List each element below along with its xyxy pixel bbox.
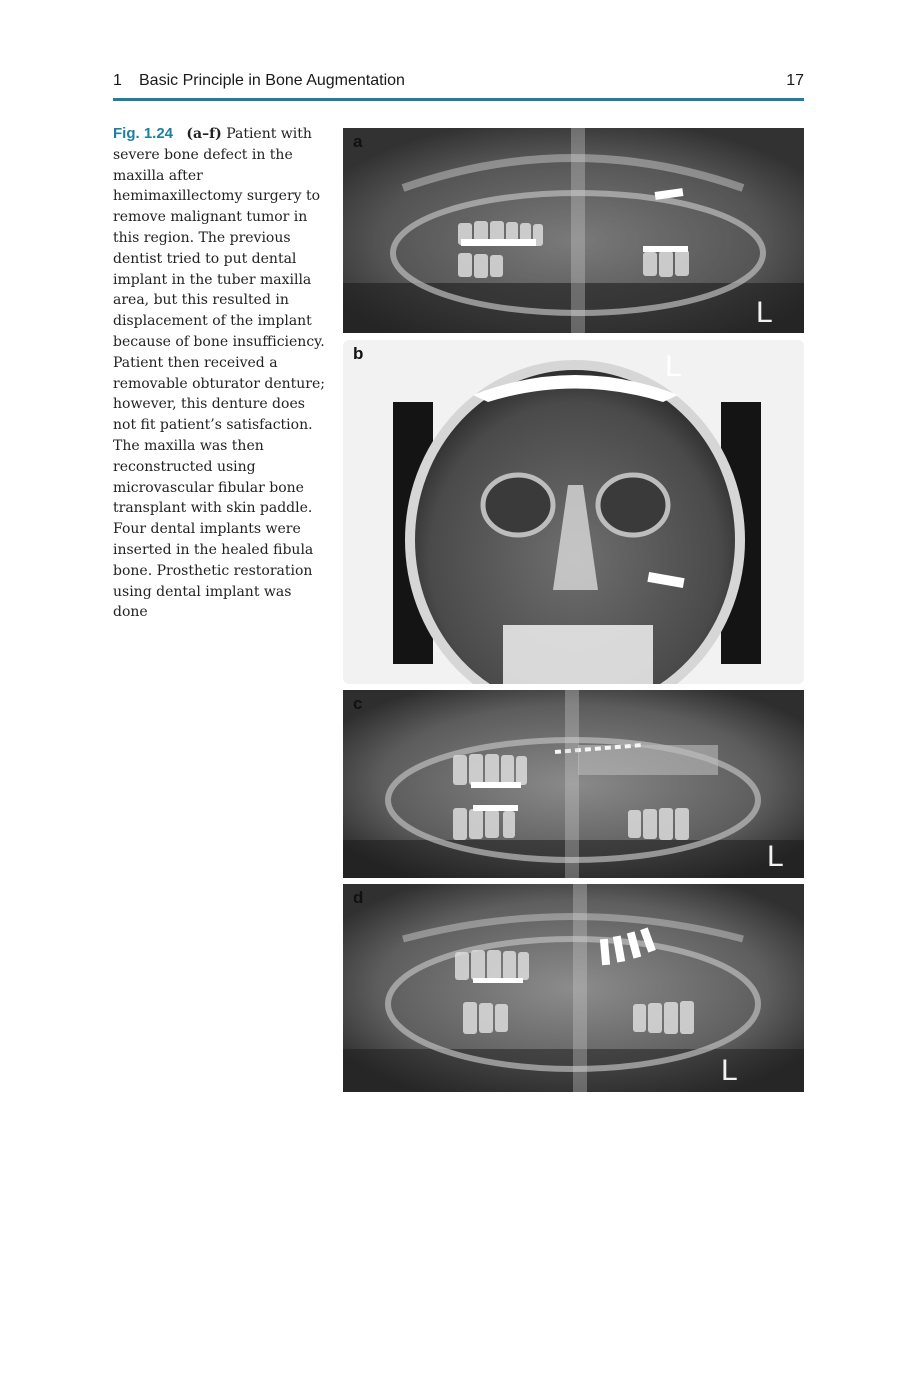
figure-caption xyxy=(113,124,325,623)
xray-panel-a xyxy=(343,128,804,333)
caption-text: Patient with severe bone defect in the maxilla after hemimaxillectomy surgery to remove malignant tumor in this region. The previous dentist tried to put dental implant in the tuber maxilla area, but this resulted in displacement of the implant because of bone insufficiency. Patient then received a removable obturator denture; however, this denture does not fit patient’s satisfaction. The maxilla was then reconstructed using microvascular fibular bone transplant with skin paddle. Four dental implants were inserted in the healed fibula bone. Prosthetic restoration using dental implant was done xyxy=(113,126,325,621)
panel-label-d: d xyxy=(353,888,364,907)
running-header xyxy=(113,72,804,94)
panel-label-c: c xyxy=(353,694,363,713)
xray-panel-b xyxy=(343,340,804,684)
page-number: 17 xyxy=(786,72,804,89)
panoramic-xray-a-image xyxy=(343,128,804,333)
side-marker-b: L xyxy=(665,350,682,383)
xray-panel-d xyxy=(343,884,804,1092)
figure-label: Fig. 1.24 xyxy=(113,125,174,142)
side-marker-c: L xyxy=(767,840,784,873)
side-marker-d: L xyxy=(721,1054,738,1087)
header-rule xyxy=(113,98,804,101)
panel-label-b: b xyxy=(353,344,364,363)
panel-range: (a–f) xyxy=(186,126,222,142)
panel-label-a: a xyxy=(353,132,363,151)
panoramic-xray-c-image xyxy=(343,690,804,878)
xray-panel-c xyxy=(343,690,804,878)
skull-xray-b-image xyxy=(343,340,804,684)
side-marker-a: L xyxy=(756,296,773,329)
chapter-number: 1 xyxy=(113,72,122,89)
chapter-title: Basic Principle in Bone Augmentation xyxy=(139,72,405,89)
